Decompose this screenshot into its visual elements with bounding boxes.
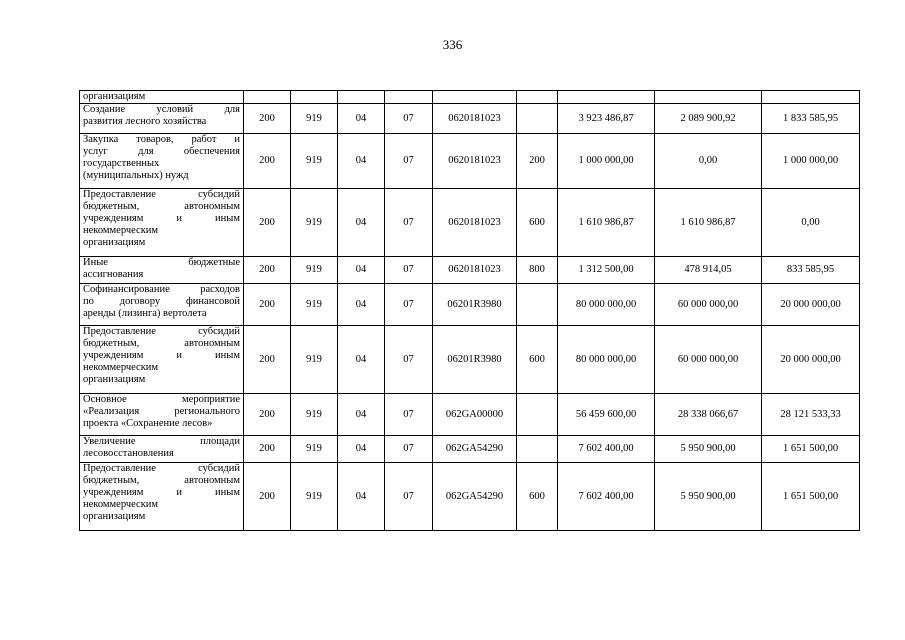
name-line: учреждениям и иным [83,487,240,498]
name-line: бюджетным, автономным [83,338,240,349]
cell-subsection: 07 [385,394,433,436]
cell-chapter [291,91,338,104]
cell-name [80,326,244,394]
cell-section: 04 [338,134,385,189]
name-line: некоммерческим [83,362,159,373]
name-line: учреждениям и иным [83,350,240,361]
cell-section: 04 [338,326,385,394]
cell-expense-type [517,394,558,436]
cell-target-article: 0620181023 [433,189,517,257]
name-line: развития лесного хозяйства [83,116,207,127]
cell-subsection: 07 [385,104,433,134]
table-row [80,134,860,189]
cell-sum-total: 80 000 000,00 [558,326,655,394]
name-line: некоммерческим [83,499,159,510]
cell-expense-type: 600 [517,326,558,394]
cell-expense-type: 200 [517,134,558,189]
cell-section: 04 [338,394,385,436]
cell-sum-regional: 833 585,95 [762,257,860,284]
name-line: организациям [83,374,146,385]
name-line: Основное мероприятие [83,394,240,405]
cell-sum-total: 1 610 986,87 [558,189,655,257]
table-row [80,436,860,463]
cell-sum-federal: 5 950 900,00 [655,436,762,463]
cell-chapter: 919 [291,463,338,531]
cell-name [80,394,244,436]
cell-section: 04 [338,189,385,257]
cell-section: 04 [338,104,385,134]
cell-sum-regional: 1 000 000,00 [762,134,860,189]
cell-section: 04 [338,436,385,463]
cell-sum-regional: 0,00 [762,189,860,257]
cell-target-article: 062GA00000 [433,394,517,436]
table-row [80,284,860,326]
cell-sum-federal: 5 950 900,00 [655,463,762,531]
cell-sum-regional: 1 651 500,00 [762,436,860,463]
table-row [80,104,860,134]
cell-sum-total: 1 000 000,00 [558,134,655,189]
table-row [80,463,860,531]
table-row [80,257,860,284]
cell-sum-federal: 28 338 066,67 [655,394,762,436]
cell-target-article: 062GA54290 [433,463,517,531]
cell-name [80,284,244,326]
cell-expense-type [517,104,558,134]
cell-name [80,91,244,104]
name-line: организациям [83,511,146,522]
cell-sum-total [558,91,655,104]
cell-min-code: 200 [244,257,291,284]
name-line: бюджетным, автономным [83,201,240,212]
cell-sum-regional: 1 651 500,00 [762,463,860,531]
cell-sum-regional: 20 000 000,00 [762,326,860,394]
cell-target-article: 0620181023 [433,134,517,189]
cell-subsection: 07 [385,189,433,257]
cell-sum-total: 56 459 600,00 [558,394,655,436]
cell-expense-type: 600 [517,463,558,531]
cell-subsection: 07 [385,134,433,189]
cell-section: 04 [338,284,385,326]
name-line: организациям [83,91,146,102]
cell-sum-total: 7 602 400,00 [558,463,655,531]
cell-sum-total: 7 602 400,00 [558,436,655,463]
cell-target-article: 0620181023 [433,104,517,134]
cell-min-code: 200 [244,436,291,463]
name-line: организациям [83,237,146,248]
cell-name [80,104,244,134]
table-row [80,394,860,436]
name-line: услуг для обеспечения [83,146,240,157]
cell-sum-total: 1 312 500,00 [558,257,655,284]
name-line: бюджетным, автономным [83,475,240,486]
cell-sum-federal: 2 089 900,92 [655,104,762,134]
cell-expense-type [517,436,558,463]
cell-target-article: 06201R3980 [433,284,517,326]
cell-min-code: 200 [244,189,291,257]
name-line: Создание условий для [83,104,240,115]
cell-sum-total: 80 000 000,00 [558,284,655,326]
cell-subsection: 07 [385,463,433,531]
cell-min-code: 200 [244,394,291,436]
cell-sum-regional: 20 000 000,00 [762,284,860,326]
cell-chapter: 919 [291,326,338,394]
table-row [80,326,860,394]
cell-section: 04 [338,463,385,531]
name-line: проекта «Сохранение лесов» [83,418,213,429]
cell-chapter: 919 [291,436,338,463]
name-line: ассигнования [83,269,144,280]
page-number: 336 [442,37,463,52]
cell-name [80,257,244,284]
name-line: Софинансирование расходов [83,284,240,295]
name-line: Предоставление субсидий [83,326,240,337]
cell-sum-total: 3 923 486,87 [558,104,655,134]
cell-sum-federal: 60 000 000,00 [655,284,762,326]
cell-chapter: 919 [291,394,338,436]
cell-subsection [385,91,433,104]
name-line: «Реализация регионального [83,406,240,417]
cell-target-article: 062GA54290 [433,436,517,463]
cell-subsection: 07 [385,257,433,284]
cell-target-article: 06201R3980 [433,326,517,394]
cell-section: 04 [338,257,385,284]
name-line: Предоставление субсидий [83,463,240,474]
cell-sum-regional: 1 833 585,95 [762,104,860,134]
name-line: Увеличение площади [83,436,240,447]
cell-section [338,91,385,104]
cell-expense-type [517,91,558,104]
cell-sum-regional [762,91,860,104]
cell-min-code: 200 [244,326,291,394]
cell-min-code: 200 [244,463,291,531]
cell-name [80,134,244,189]
cell-target-article: 0620181023 [433,257,517,284]
cell-expense-type: 600 [517,189,558,257]
name-line: Закупка товаров, работ и [83,134,240,145]
name-line: (муниципальных) нужд [83,170,189,181]
name-line: государственных [83,158,160,169]
cell-subsection: 07 [385,284,433,326]
cell-subsection: 07 [385,436,433,463]
cell-expense-type [517,284,558,326]
cell-chapter: 919 [291,257,338,284]
cell-chapter: 919 [291,134,338,189]
table-row [80,91,860,104]
cell-min-code: 200 [244,284,291,326]
cell-sum-regional: 28 121 533,33 [762,394,860,436]
budget-table [79,90,860,531]
cell-name [80,189,244,257]
name-line: Предоставление субсидий [83,189,240,200]
cell-chapter: 919 [291,189,338,257]
cell-expense-type: 800 [517,257,558,284]
cell-target-article [433,91,517,104]
cell-chapter: 919 [291,104,338,134]
cell-min-code: 200 [244,104,291,134]
cell-name [80,436,244,463]
name-line: аренды (лизинга) вертолета [83,308,207,319]
cell-subsection: 07 [385,326,433,394]
cell-name [80,463,244,531]
name-line: некоммерческим [83,225,159,236]
name-line: по договору финансовой [83,296,240,307]
cell-min-code [244,91,291,104]
name-line: Иные бюджетные [83,257,240,268]
name-line: учреждениям и иным [83,213,240,224]
cell-chapter: 919 [291,284,338,326]
name-line: лесовосстановления [83,448,174,459]
cell-min-code: 200 [244,134,291,189]
table-row [80,189,860,257]
cell-sum-federal: 60 000 000,00 [655,326,762,394]
cell-sum-federal: 0,00 [655,134,762,189]
cell-sum-federal: 478 914,05 [655,257,762,284]
cell-sum-federal: 1 610 986,87 [655,189,762,257]
cell-sum-federal [655,91,762,104]
